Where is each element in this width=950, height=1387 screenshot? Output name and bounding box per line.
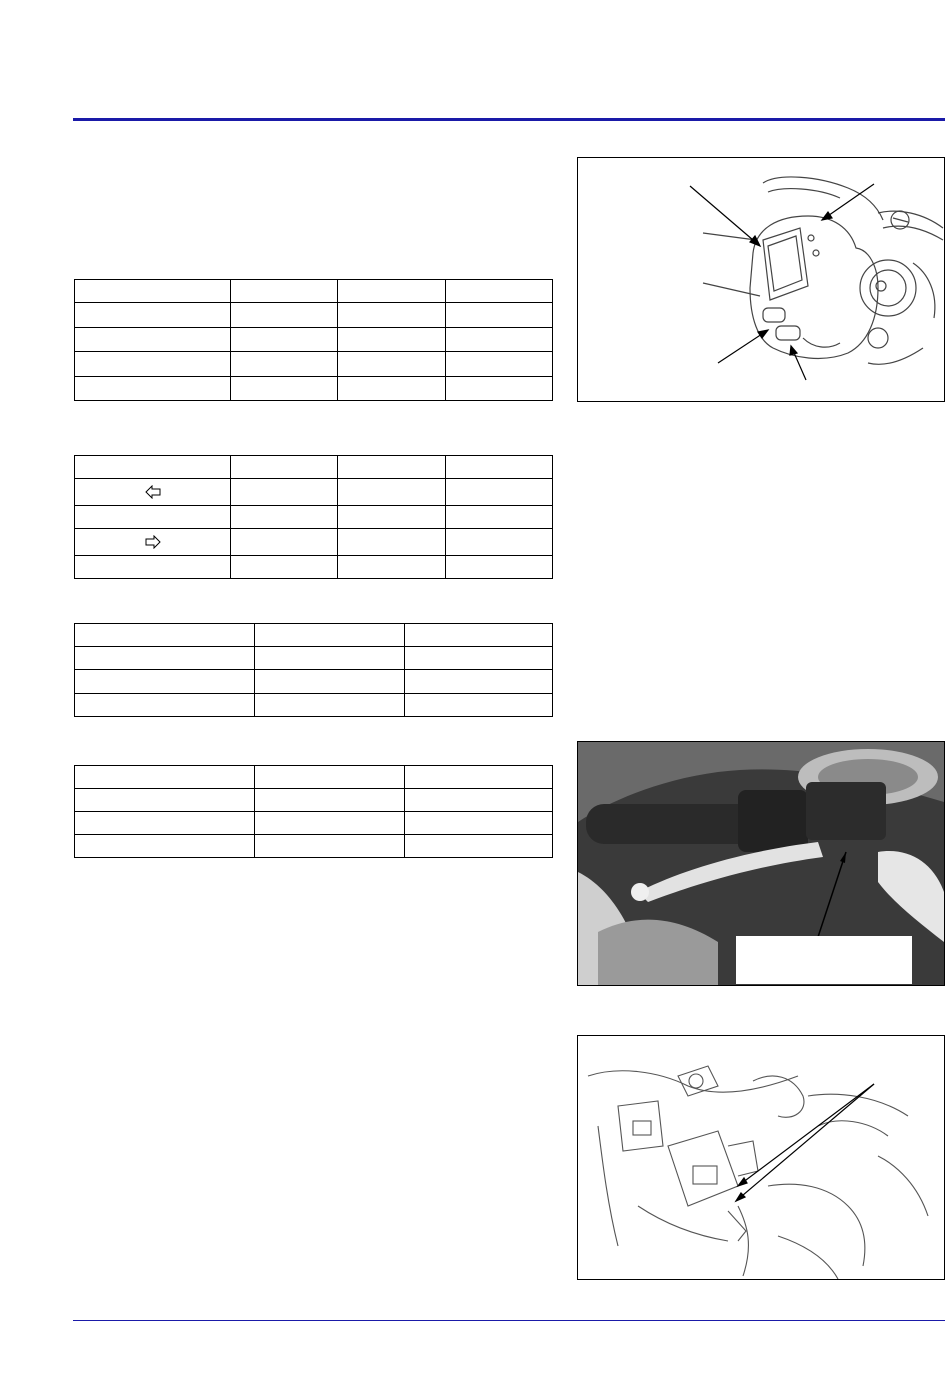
table-cell: [231, 352, 338, 377]
table-cell: [75, 670, 255, 694]
table-cell: [75, 506, 231, 529]
table-cell: [405, 624, 553, 647]
table-cell: [75, 624, 255, 647]
table-cell: [255, 766, 405, 789]
table-cell: [231, 328, 338, 352]
table-cell: [255, 789, 405, 812]
table-cell: [255, 835, 405, 858]
table-cell: [405, 694, 553, 717]
table-cell: [338, 506, 446, 529]
table-cell: [75, 647, 255, 670]
table-cell: [446, 506, 553, 529]
table-cell: [446, 529, 553, 556]
table-cell: [75, 328, 231, 352]
table-cell: [338, 352, 446, 377]
table-cell: [255, 670, 405, 694]
table-cell: [446, 556, 553, 579]
table-cell: [338, 303, 446, 328]
table-cell: [446, 377, 553, 401]
table-cell: [231, 303, 338, 328]
table-cell: [231, 506, 338, 529]
table-cell: [446, 303, 553, 328]
figure-switch-housing: [577, 157, 945, 402]
table-cell: [338, 529, 446, 556]
table-cell: [231, 456, 338, 479]
table-cell: [75, 352, 231, 377]
spec-table-2: [74, 455, 553, 579]
table-cell: [405, 647, 553, 670]
table-cell: [231, 529, 338, 556]
table-cell: [405, 812, 553, 835]
table-cell: [255, 624, 405, 647]
table-cell: [75, 835, 255, 858]
table-cell: [446, 328, 553, 352]
spec-table-4: [74, 765, 553, 858]
table-cell: [75, 303, 231, 328]
table-cell: [338, 377, 446, 401]
connector-drawing: [578, 1036, 944, 1279]
table-cell: [75, 766, 255, 789]
table-cell: [405, 835, 553, 858]
table-cell: [75, 694, 255, 717]
table-cell: [231, 280, 338, 303]
table-cell: [75, 812, 255, 835]
footer-rule: [73, 1320, 945, 1321]
spec-table-1: [74, 279, 553, 401]
table-cell: [338, 556, 446, 579]
table-cell: [231, 479, 338, 506]
table-cell: [255, 694, 405, 717]
arrow-right-icon: [145, 535, 161, 549]
table-cell: [75, 789, 255, 812]
table-cell: [75, 529, 231, 556]
table-cell: [338, 456, 446, 479]
table-cell: [75, 377, 231, 401]
table-cell: [75, 456, 231, 479]
header-rule: [73, 118, 945, 121]
table-cell: [255, 647, 405, 670]
table-cell: [231, 377, 338, 401]
table-cell: [338, 479, 446, 506]
table-cell: [338, 328, 446, 352]
spec-table-3: [74, 623, 553, 717]
table-cell: [75, 280, 231, 303]
table-cell: [405, 789, 553, 812]
table-cell: [446, 280, 553, 303]
callout-label-box: [736, 936, 912, 984]
table-cell: [231, 556, 338, 579]
table-cell: [338, 280, 446, 303]
figure-connector-drawing: [577, 1035, 945, 1280]
table-cell: [255, 812, 405, 835]
table-cell: [405, 670, 553, 694]
table-cell: [405, 766, 553, 789]
table-cell: [446, 352, 553, 377]
arrow-left-icon: [145, 485, 161, 499]
figure-grip-photo: [577, 741, 945, 986]
switch-housing-drawing: [578, 158, 944, 401]
table-cell: [75, 556, 231, 579]
table-cell: [446, 479, 553, 506]
table-cell: [446, 456, 553, 479]
table-cell: [75, 479, 231, 506]
